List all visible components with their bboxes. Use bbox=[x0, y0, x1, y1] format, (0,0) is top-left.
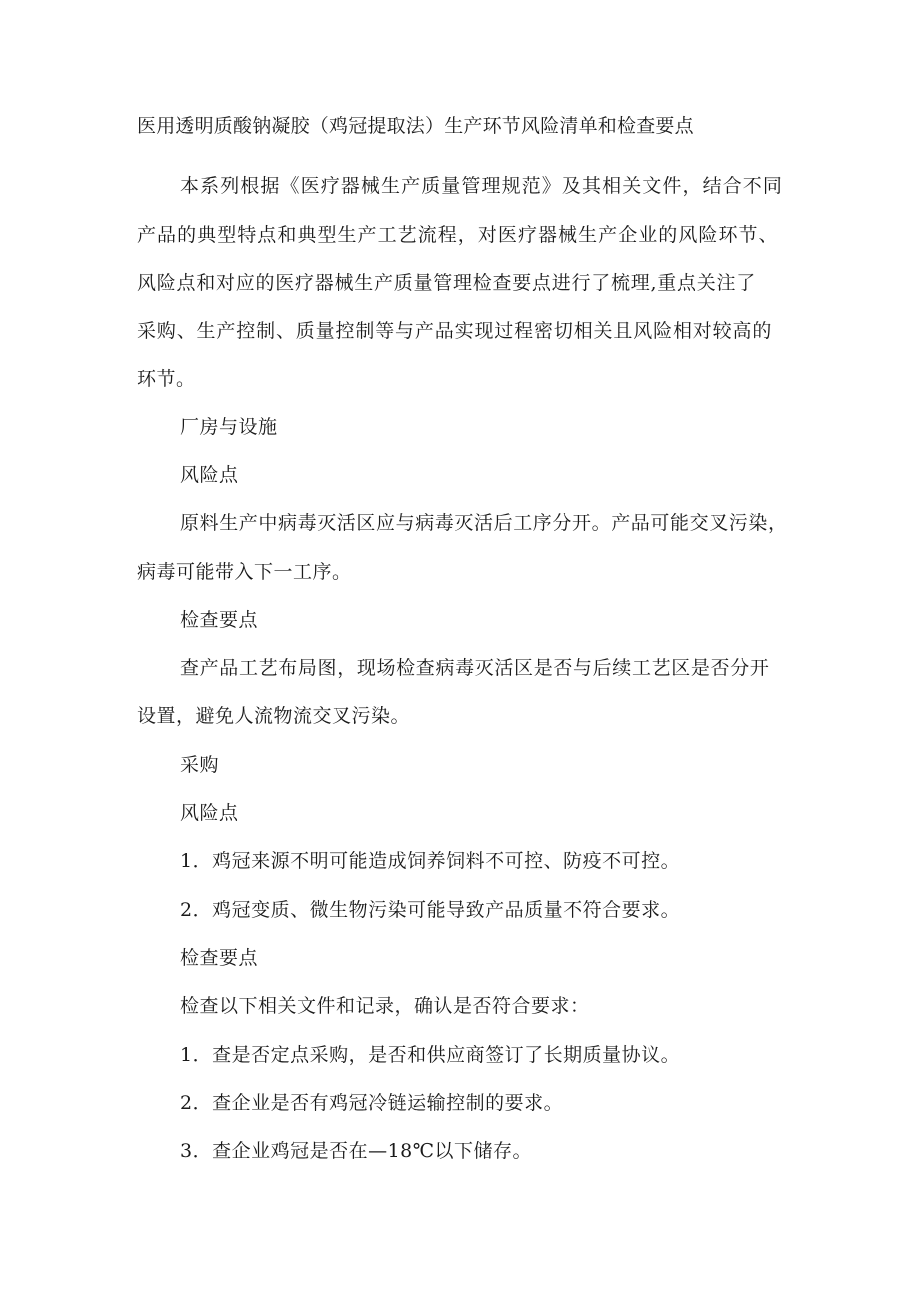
section-heading-procurement: 采购 bbox=[180, 754, 220, 776]
risk-point-label: 风险点 bbox=[180, 464, 239, 486]
risk-point-label: 风险点 bbox=[180, 802, 239, 824]
intro-paragraph-line: 风险点和对应的医疗器械生产质量管理检查要点进行了梳理,重点关注了 bbox=[137, 272, 757, 294]
check-point-text: 查产品工艺布局图，现场检查病毒灭活区是否与后续工艺区是否分开 bbox=[180, 657, 770, 679]
section-heading-facilities: 厂房与设施 bbox=[180, 416, 278, 438]
risk-list-item: 1．鸡冠来源不明可能造成饲养饲料不可控、防疫不可控。 bbox=[180, 850, 681, 872]
intro-paragraph-line: 采购、生产控制、质量控制等与产品实现过程密切相关且风险相对较高的 bbox=[137, 320, 773, 342]
check-point-text: 设置，避免人流物流交叉污染。 bbox=[137, 705, 411, 727]
intro-paragraph-line: 环节。 bbox=[137, 368, 196, 390]
intro-paragraph-line: 产品的典型特点和典型生产工艺流程，对医疗器械生产企业的风险环节、 bbox=[137, 224, 779, 246]
document-title: 医用透明质酸钠凝胶（鸡冠提取法）生产环节风险清单和检查要点 bbox=[137, 115, 694, 137]
check-list-item: 3．查企业鸡冠是否在—18℃以下储存。 bbox=[180, 1140, 533, 1162]
check-intro-text: 检查以下相关文件和记录，确认是否符合要求： bbox=[180, 995, 590, 1017]
risk-point-text: 原料生产中病毒灭活区应与病毒灭活后工序分开。产品可能交叉污染， bbox=[180, 512, 788, 534]
risk-point-text: 病毒可能带入下一工序。 bbox=[137, 561, 352, 583]
check-point-label: 检查要点 bbox=[180, 609, 259, 631]
intro-paragraph-line: 本系列根据《医疗器械生产质量管理规范》及其相关文件，结合不同 bbox=[180, 175, 784, 197]
risk-list-item: 2．鸡冠变质、微生物污染可能导致产品质量不符合要求。 bbox=[180, 899, 681, 921]
check-list-item: 1．查是否定点采购，是否和供应商签订了长期质量协议。 bbox=[180, 1044, 681, 1066]
check-list-item: 2．查企业是否有鸡冠冷链运输控制的要求。 bbox=[180, 1092, 564, 1114]
check-point-label: 检查要点 bbox=[180, 947, 259, 969]
